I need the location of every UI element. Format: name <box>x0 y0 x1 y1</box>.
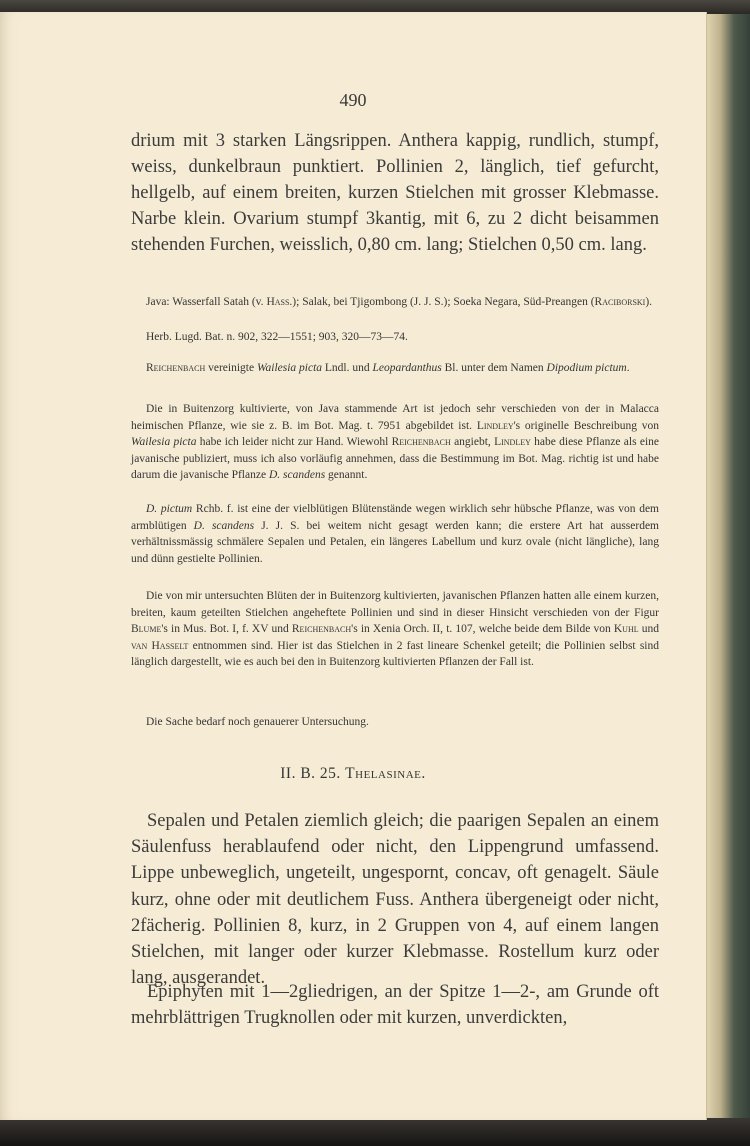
note-paragraph: Die in Buitenzorg kultivierte, von Java stammende Art ist jedoch sehr verschieden von der in Malacca heimischen Pflanze, wie sie z. B. im Bot. Mag. t. 7951 abgebildet ist. Lindley's originelle Beschreibung von Wailesia picta habe ich leider nicht zur Hand. Wiewohl Reichenbach angiebt, Lindley habe diese Pflanze als eine javanische publiziert, muss ich also vorläufig annehmen, dass die Bestimmung im Bot. Mag. richtig ist und habe darum die javanische Pflanze D. scandens genannt. <box>131 403 660 482</box>
note-paragraph: D. pictum Rchb. f. ist eine der vielblütigen Blütenstände wegen wirklich sehr hübsche Pflanze, was von dem armblütigen D. scandens J. J. S. bei weitem nicht gesagt werden kann; die erstere Art hat ausserdem verhältnissmässig schmälere Sepalen und Petalen, ein längeres Labellum und kurz ovale (nicht längliche), lang und dünn gestielte Pollinien. <box>131 503 660 565</box>
section-heading: II. B. 25. Thelasinae. <box>280 765 426 782</box>
note-paragraph: Die Sache bedarf noch genauerer Untersuchung. <box>146 716 369 728</box>
book-cover-edge <box>700 14 750 1118</box>
note-paragraph: Reichenbach vereinigte Wailesia picta Lndl. und Leopardanthus Bl. unter dem Namen Dipodium pictum. <box>146 362 630 374</box>
page-number: 490 <box>339 90 367 110</box>
note-paragraph: Die von mir untersuchten Blüten der in Buitenzorg kultivierten, javanischen Pflanzen hatten alle einem kurzen, breiten, kaum geteilten Stielchen angeheftete Pollinien und sind in dieser Hinsicht verschieden von der Figur Blume's in Mus. Bot. I, f. XV und Reichenbach's in Xenia Orch. II, t. 107, welche beide dem Bilde von Kuhl und van Hasselt entnommen sind. Hier ist das Stielchen in 2 fast lineare Schenkel geteilt; die Pollinien selbst sind länglich dargestellt, wie es auch bei den in Buitenzorg kultivierten Pflanzen der Fall ist. <box>131 590 660 669</box>
herbarium-reference: Herb. Lugd. Bat. n. 902, 322—1551; 903, 320—73—74. <box>146 331 408 343</box>
book-bottom-edge <box>0 1118 750 1146</box>
book-page <box>0 12 707 1120</box>
description-continuation: drium mit 3 starken Längsrippen. Anthera kappig, rundlich, stumpf, weiss, dunkelbraun punktiert. Pollinien 2, länglich, tief gefurcht, hellgelb, auf einem breiten, kurzen Stielchen mit grosser Klebmasse. Narbe klein. Ovarium stumpf 3kantig, mit 6, zu 2 dicht beisammen stehenden Furchen, weisslich, 0,80 cm. lang; Stielchen 0,50 cm. lang. <box>131 131 659 255</box>
locality-text: Java: Wasserfall Satah (v. Hass.); Salak, bei Tjigombong (J. J. S.); Soeka Negara, Süd-Preangen (Raciborski). <box>146 296 653 308</box>
tribe-diagnosis: Sepalen und Petalen ziemlich gleich; die paarigen Sepalen an einem Säulenfuss herablaufend oder nicht, den Lippengrund umfassend. Lippe unbeweglich, ungeteilt, ungespornt, concav, oft genagelt. Säule kurz, ohne oder mit deutlichem Fuss. Anthera übergeneigt oder nicht, 2fächerig. Pollinien 8, kurz, in 2 Gruppen von 4, auf einem langen Stielchen, mit langer oder kurzer Klebmasse. Rostellum kurz oder lang, ausgerandet. <box>131 811 659 989</box>
habit-description: Epiphyten mit 1—2gliedrigen, an der Spitze 1—2-, am Grunde oft mehrblättrigen Trugknollen oder mit kurzen, unverdickten, <box>131 982 659 1029</box>
